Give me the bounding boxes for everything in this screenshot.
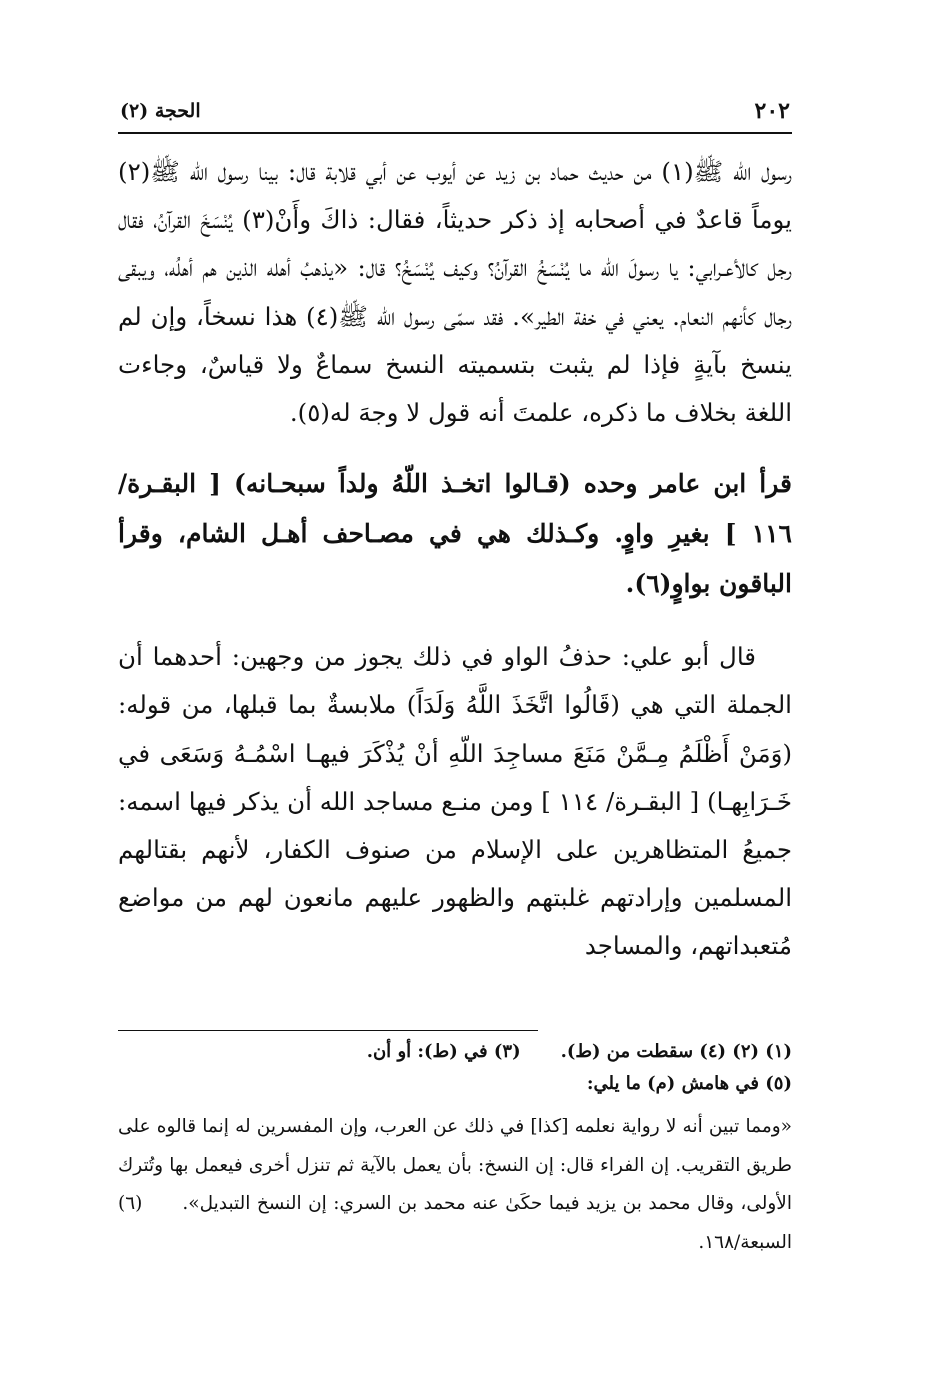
paragraph-qiraat: قرأ ابن عامر وحده (قـالوا اتخـذ اللّهُ ولداً سبحـانه) [ البقـرة/ ١١٦ ] بغيرِ واوٍ. وكـذلك هي في مصـاحف أهـل الشام، وقرأ الباقون بواوٍ(٦). <box>118 469 792 599</box>
footnote-1-2-4: (١) (٢) (٤) سقطت من (ط). <box>560 1041 792 1062</box>
footnote-line-1 <box>118 1036 792 1068</box>
book-page <box>118 0 792 1381</box>
page-header <box>118 98 792 134</box>
main-text <box>118 148 792 971</box>
footnote-6: (٦) السبعة/١٦٨. <box>118 1193 792 1253</box>
footnote-5-intro: (٥) في هامش (م) ما يلي: <box>586 1073 792 1094</box>
paragraph-abu-ali: قال أبو علي: حذفُ الواو في ذلك يجوز من وجهين: أحدهما أن الجملة التي هي (قَالُوا اتَّخَذَ اللَّهُ وَلَدَاً) ملابسةٌ بما قبلها، من قوله: (وَمَنْ أَظْلَمُ مِـمَّنْ مَنَعَ مساجِدَ اللّهِ أنْ يُذْكَرَ فيهـا اسْمُـهُ وَسَعَى في خَـرَابِهـا) [ البقـرة/ ١١٤ ] ومن منـع مساجد الله أن يذكر فيها اسمه: جميعُ المتظاهرين على الإسلام من صنوف الكفار، لأنهم بقتالهم المسلمين وإرادتهم غلبتهم والظهور عليهم مانعون لهم من مواضع مُتعبداتهم، والمساجد <box>118 642 792 961</box>
footnote-5-quote: «ومما تبين أنه لا رواية نعلمه [كذا] في ذلك عن العرب، وإن المفسرين له إنما قالوه على طريق التقريب. إن الفراء قال: إن النسخ: بأن يعمل بالآية ثم تنزل أخرى فيعمل بها وتُترك الأولى، وقال محمد بن يزيد فيما حكَىٰ عنه محمد بن السري: إن النسخ التبديل». <box>118 1116 792 1214</box>
running-title: الحجة (٢) <box>120 100 201 122</box>
footnote-5-quote-block <box>118 1108 792 1262</box>
footnotes <box>118 1036 792 1262</box>
footnote-separator <box>118 1030 538 1031</box>
page-number: ٢٠٢ <box>754 98 790 124</box>
paragraph-hadith: رسول الله ﷺ(١) من حديث حماد بن زيد عن أيوب عن أبي قلابة قال: بينا رسول الله ﷺ(٢) يوماً قاعدٌ في أصحابه إذ ذكر حديثاً، فقال: ذاكَ وأَنْ(٣) يُنْسَخَ القرآنُ، فقال رجل كالأعـرابي: يا رسولَ الله ما يُنْسَخُ القرآنُ؟ وكيف يُنْسَخُ؟ قال: «يذهبُ أهله الذين هم أهلُه، ويبقى رجال كأنهم النعام. يعني في خفة الطير». فقد سمّى رسول الله ﷺ(٤) هذا نسخاً، وإن لم ينسخ بآيةٍ فإذا لم يثبت بتسميته النسخ سماعٌ ولا قياسٌ، وجاءت اللغة بخلاف ما ذكره، علمتَ أنه قول لا وجهَ له(٥). <box>118 157 793 428</box>
footnote-3: (٣) في (ط): أو أن. <box>366 1041 521 1062</box>
